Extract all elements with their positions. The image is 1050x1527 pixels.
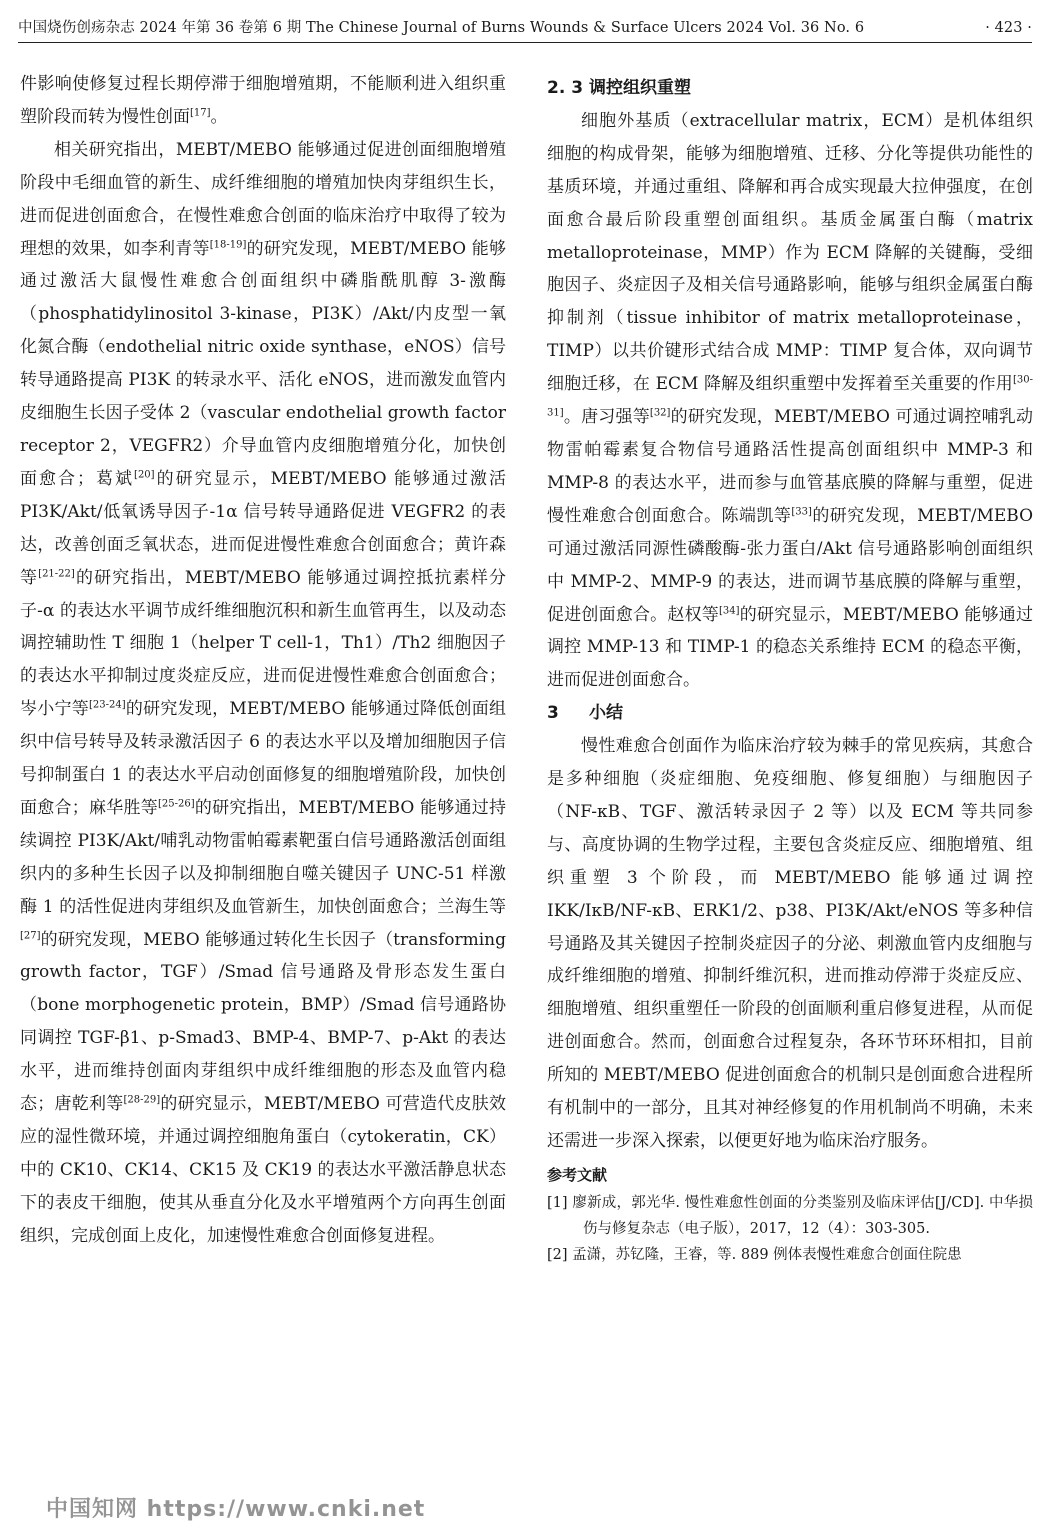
left-column [20, 68, 506, 1253]
text: 。 [210, 106, 228, 127]
citation: [21-22] [38, 567, 75, 579]
section-heading-2-3 [547, 72, 1033, 105]
citation: [25-26] [158, 798, 195, 810]
section-number: 2. 3 [547, 78, 584, 98]
text: 件影响使修复过程长期停滞于细胞增殖期，不能顺利进入组织重塑阶段而转为慢性创面 [20, 74, 506, 127]
text: 。唐习强等 [563, 407, 650, 428]
citation: [20] [134, 469, 155, 481]
citation: [32] [649, 407, 671, 419]
text: 相关研究指出，MEBT/MEBO 能够通过促进创面细胞增殖阶段中毛细血管的新生、成纤维细胞的增殖加快肉芽组织生长，进而促进创面愈合，在慢性难愈合创面的临床治疗中取得了较为理想的效果，如李利青等 [20, 139, 506, 259]
citation: [23-24] [89, 699, 126, 711]
text: 的研究显示，MEBT/MEBO 能够通过激活 PI3K/Akt/低氧诱导因子-1α 信号转导通路促进 VEGFR2 的表达，改善创面乏氧状态，进而促进慢性难愈合创面愈合；黄许森等 [20, 468, 507, 588]
paragraph-continued [20, 68, 506, 134]
citation: [33] [791, 506, 812, 518]
header-journal-info: 中国烧伤创疡杂志 2024 年第 36 卷第 6 期 The Chinese Journal of Burns Wounds & Surface Ulcers 2024 Vol. 36 No. 6 [18, 20, 865, 36]
text: 的研究指出，MEBT/MEBO 能够通过调控抵抗素样分子-α 的表达水平调节成纤维细胞沉积和新生血管再生，以及动态调控辅助性 T 细胞 1（helper T cell-1，Th1）/Th2 细胞因子的表达水平抑制过度炎症反应，进而促进慢性难愈合创面愈合；岑小宁等 [20, 567, 507, 720]
citation: [28-29] [123, 1094, 161, 1106]
citation: [27] [20, 929, 41, 941]
text: 的研究指出，MEBT/MEBO 能够通过持续调控 PI3K/Akt/哺乳动物雷帕霉素靶蛋白信号通路激活创面组织内的多种生长因子以及抑制细胞自噬关键因子 UNC-51 样激酶 1 的活性促进肉芽组织及血管新生，加快创面愈合；兰海生等 [20, 797, 507, 917]
cnki-watermark: 中国知网 https://www.cnki.net [46, 1497, 426, 1522]
section-heading-3 [547, 697, 1033, 730]
section-number: 3 [547, 703, 559, 724]
text: 的研究发现，MEBO 能够通过转化生长因子（transforming growth factor，TGF）/Smad 信号通路及骨形态发生蛋白（bone morphogenetic protein，BMP）/Smad 信号通路协同调控 TGF-β1、p-Smad3、BMP-4、BMP-7、p-Akt 的表达水平，进而维持创面肉芽组织中成纤维细胞的形态及血管内稳态；唐乾利等 [20, 929, 506, 1115]
reference-list [547, 1190, 1033, 1268]
text: 的研究发现，MEBT/MEBO 可通过激活同源性磷酸酶-张力蛋白/Akt 信号通路影响创面组织中 MMP-2、MMP-9 的表达，进而调节基底膜的降解与重塑，促进创面愈合。赵权等 [547, 505, 1034, 625]
citation: [34] [718, 604, 740, 616]
page-number: · 423 · [985, 20, 1032, 36]
paragraph-summary: 慢性难愈合创面作为临床治疗较为棘手的常见疾病，其愈合是多种细胞（炎症细胞、免疫细胞、修复细胞）与细胞因子（NF-κB、TGF、激活转录因子 2 等）以及 ECM 等共同参与、高度协调的生物学过程，主要包含炎症反应、细胞增殖、组织重塑 3 个阶段，而 MEBT/MEBO 能够通过调控 IKK/IκB/NF-κB、ERK1/2、p38、PI3K/Akt/eNOS 等多种信号通路及其关键因子控制炎症因子的分泌、刺激血管内皮细胞与成纤维细胞的增殖、抑制纤维沉积，进而推动停滞于炎症反应、细胞增殖、组织重塑任一阶段的创面顺利重启修复进程，从而促进创面愈合。然而，创面愈合过程复杂，各环节环环相扣，目前所知的 MEBT/MEBO 促进创面愈合的机制只是创面愈合进程所有机制中的一部分，且其对神经修复的作用机制尚不明确，未来还需进一步深入探索，以便更好地为临床治疗服务。 [547, 736, 1033, 1151]
citation: [18-19] [209, 238, 247, 250]
running-header [18, 14, 1032, 43]
right-column [547, 72, 1033, 1268]
paragraph-remodeling [547, 105, 1033, 697]
reference-item: [2] 孟潇，苏钇隆，王睿，等. 889 例体表慢性难愈合创面住院患 [547, 1246, 962, 1263]
paragraph-proliferation [20, 134, 506, 1253]
text: 的研究发现，MEBT/MEBO 可通过调控哺乳动物雷帕霉素复合物信号通路活性提高创面组织中 MMP-3 和 MMP-8 的表达水平，进而参与血管基底膜的降解与重塑，促进慢性难愈合创面愈合。陈端凯等 [547, 407, 1033, 526]
text: 细胞外基质（extracellular matrix，ECM）是机体组织细胞的构成骨架，能够为细胞增殖、迁移、分化等提供功能性的基质环境，并通过重组、降解和再合成实现最大拉伸强度，在创面愈合最后阶段重塑创面组织。基质金属蛋白酶（matrix metalloproteinase，MMP）作为 ECM 降解的关键酶，受细胞因子、炎症因子及相关信号通路影响，能够与组织金属蛋白酶抑制剂（tissue inhibitor of matrix metalloproteinase，TIMP）以共价键形式结合成 MMP：TIMP 复合体，双向调节细胞迁移，在 ECM 降解及组织重塑中发挥着至关重要的作用 [547, 110, 1033, 395]
citation: [17] [190, 107, 211, 119]
text: 的研究显示，MEBT/MEBO 可营造代皮肤效应的湿性微环境，并通过调控细胞角蛋白（cytokeratin，CK）中的 CK10、CK14、CK15 及 CK19 的表达水平激活静息状态下的表皮干细胞，使其从垂直分化及水平增殖两个方向再生创面组织，完成创面上皮化，加速慢性难愈合创面修复进程。 [20, 1094, 507, 1246]
references-heading: 参考文献 [547, 1165, 608, 1184]
reference-item: [1] 廖新成，郭光华. 慢性难愈性创面的分类鉴别及临床评估[J/CD]. 中华损伤与修复杂志（电子版），2017，12（4）：303-305. [547, 1194, 1033, 1237]
citation: [30-31] [547, 374, 1033, 419]
text: 的研究显示，MEBT/MEBO 能够通过调控 MMP-13 和 TIMP-1 的稳态关系维持 ECM 的稳态平衡，进而促进创面愈合。 [547, 604, 1034, 691]
text: 的研究发现，MEBT/MEBO 能够通过激活大鼠慢性难愈合创面组织中磷脂酰肌醇 3-激酶（phosphatidylinositol 3-kinase，PI3K）/Akt/内皮型一氧化氮合酶（endothelial nitric oxide synthase，eNOS）信号转导通路提高 PI3K 的转录水平、活化 eNOS，进而激发血管内皮细胞生长因子受体 2（vascular endothelial growth factor receptor 2，VEGFR2）介导血管内皮细胞增殖分化，加快创面愈合；葛斌 [20, 238, 507, 489]
text: 的研究发现，MEBT/MEBO 能够通过降低创面组织中信号转导及转录激活因子 6 的表达水平以及增加细胞因子信号抑制蛋白 1 的表达水平启动创面修复的细胞增殖阶段，加快创面愈合；麻华胜等 [20, 699, 507, 818]
section-title: 调控组织重塑 [589, 78, 691, 98]
section-title: 小结 [589, 703, 623, 724]
